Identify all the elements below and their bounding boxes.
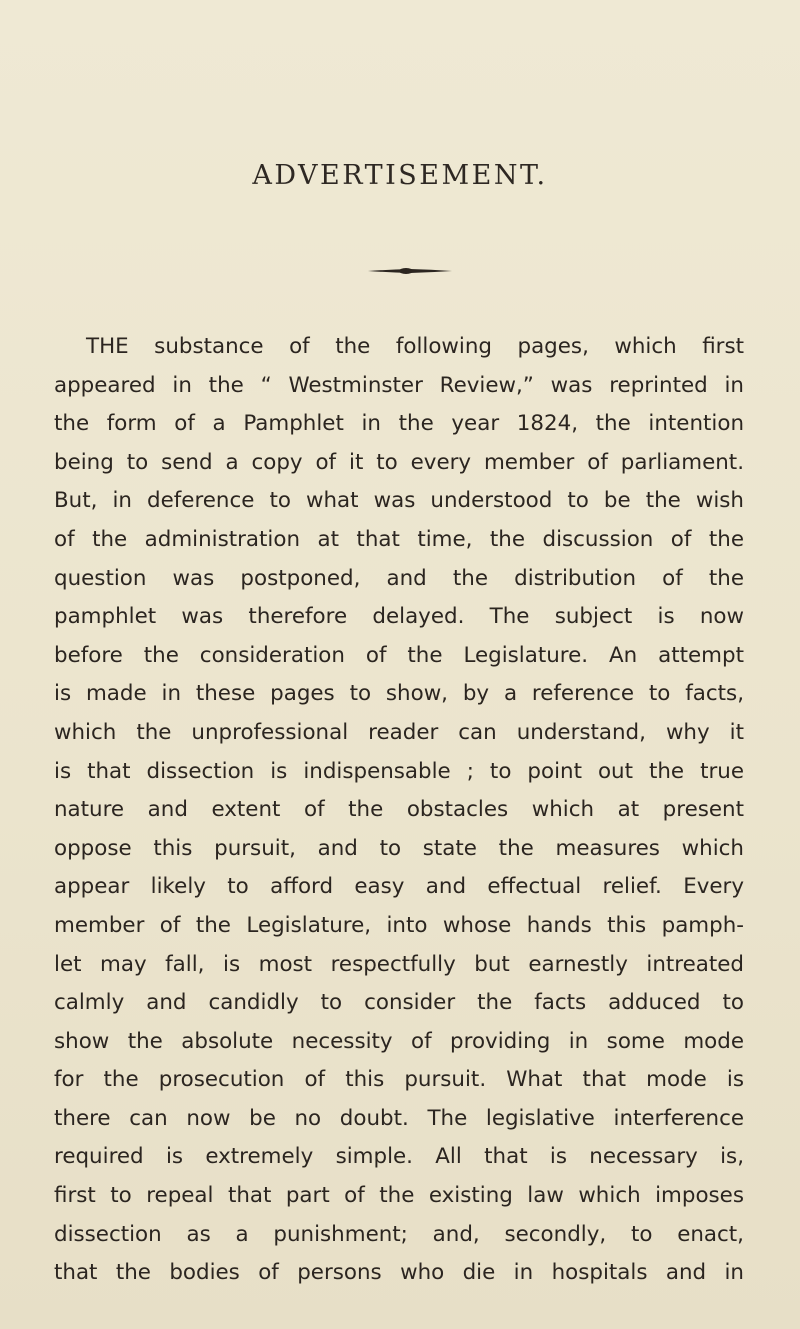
text-line: pamphlet was therefore delayed. The subject is now: [54, 604, 744, 630]
text-line: there can now be no doubt. The legislative interference: [54, 1105, 744, 1131]
text-line: for the prosecution of this pursuit. What that mode is: [54, 1067, 744, 1093]
text-line: before the consideration of the Legislature. An attempt: [54, 642, 744, 668]
text-line: first to repeal that part of the existing law which imposes: [54, 1183, 744, 1209]
text-line: which the unprofessional reader can understand, why it: [54, 719, 744, 745]
text-line: But, in deference to what was understood to be the wish: [54, 488, 744, 514]
text-line: appear likely to afford easy and effectual relief. Every: [54, 874, 744, 900]
text-line: of the administration at that time, the discussion of the: [54, 526, 744, 552]
text-line: question was postponed, and the distribution of the: [54, 565, 744, 591]
text-line: member of the Legislature, into whose hands this pamph-: [54, 912, 744, 938]
text-line: oppose this pursuit, and to state the measures which: [54, 835, 744, 861]
text-line: nature and extent of the obstacles which at present: [54, 797, 744, 823]
text-line: required is extremely simple. All that is necessary is,: [54, 1144, 744, 1170]
page-heading: ADVERTISEMENT.: [252, 160, 548, 191]
text-line: show the absolute necessity of providing in some mode: [54, 1028, 744, 1054]
text-line: that the bodies of persons who die in hospitals and in: [54, 1260, 744, 1286]
text-line: THE substance of the following pages, which first: [86, 334, 744, 359]
text-line: is that dissection is indispensable ; to point out the true: [54, 758, 744, 784]
text-line: the form of a Pamphlet in the year 1824, the intention: [54, 411, 744, 437]
text-line: dissection as a punishment; and, secondly, to enact,: [54, 1221, 744, 1247]
text-line: calmly and candidly to consider the facts adduced to: [54, 990, 744, 1016]
text-line: is made in these pages to show, by a reference to facts,: [54, 681, 744, 707]
ornamental-rule: [368, 266, 452, 276]
text-line: appeared in the “ Westminster Review,” was reprinted in: [54, 372, 744, 398]
text-line: let may fall, is most respectfully but earnestly intreated: [54, 951, 744, 977]
text-line: being to send a copy of it to every member of parliament.: [54, 449, 744, 475]
advertisement-paragraph: [54, 328, 744, 1293]
